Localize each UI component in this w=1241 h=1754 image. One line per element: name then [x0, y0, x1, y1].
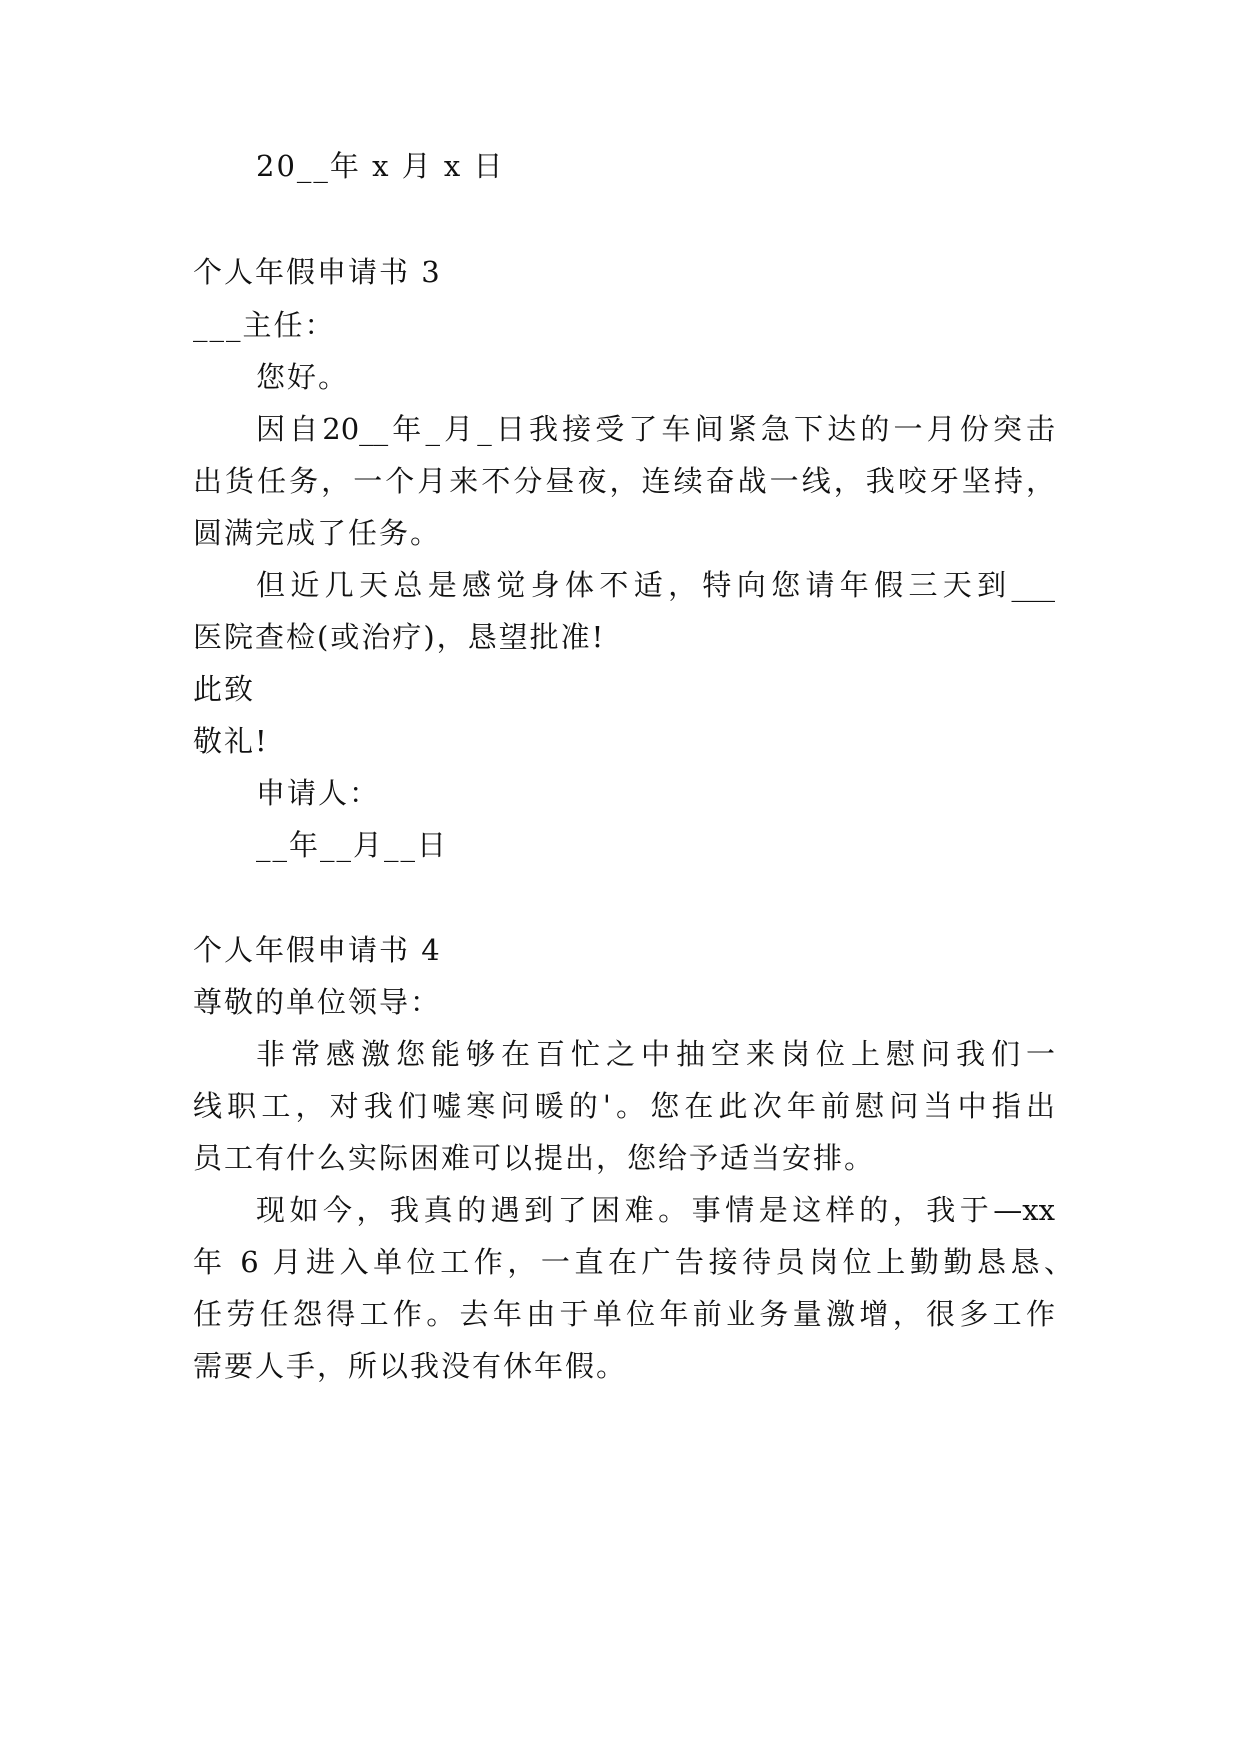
letter4-para2-line3: 任劳任怨得工作。去年由于单位年前业务量激增，很多工作 — [193, 1297, 1055, 1331]
letter3-para2-line2: 医院查检(或治疗)，恳望批准! — [193, 620, 606, 654]
date-line: 20__年 x 月 x 日 — [256, 149, 505, 183]
letter3-greeting: 您好。 — [256, 360, 350, 394]
letter3-applicant: 申请人： — [256, 776, 381, 810]
letter4-para1-line2: 线职工，对我们嘘寒问暖的'。您在此次年前慰问当中指出 — [193, 1089, 1055, 1123]
letter4-para2-line1: 现如今，我真的遇到了困难。事情是这样的，我于—xx — [256, 1193, 1055, 1227]
letter4-para1-line1: 非常感激您能够在百忙之中抽空来岗位上慰问我们一 — [256, 1037, 1055, 1071]
letter3-para1-line2: 出货任务，一个月来不分昼夜，连续奋战一线，我咬牙坚持， — [193, 464, 1055, 498]
letter3-closing-2: 敬礼! — [193, 724, 269, 758]
letter3-para1-line3: 圆满完成了任务。 — [193, 516, 442, 550]
letter3-para2-line1: 但近几天总是感觉身体不适，特向您请年假三天到___ — [256, 568, 1055, 602]
letter3-date: __年__月__日 — [256, 828, 449, 862]
letter3-para1-line1: 因自20__年_月_日我接受了车间紧急下达的一月份突击 — [256, 412, 1055, 446]
letter4-title: 个人年假申请书 4 — [193, 933, 442, 967]
letter3-closing-1: 此致 — [193, 672, 256, 706]
letter3-salutation: ___主任： — [193, 308, 336, 342]
letter4-para2-line4: 需要人手，所以我没有休年假。 — [193, 1349, 628, 1383]
letter4-para1-line3: 员工有什么实际困难可以提出，您给予适当安排。 — [193, 1141, 876, 1175]
letter4-salutation: 尊敬的单位领导： — [193, 985, 442, 1019]
letter3-title: 个人年假申请书 3 — [193, 255, 442, 289]
letter4-para2-line2: 年 6 月进入单位工作，一直在广告接待员岗位上勤勤恳恳、 — [193, 1245, 1073, 1279]
